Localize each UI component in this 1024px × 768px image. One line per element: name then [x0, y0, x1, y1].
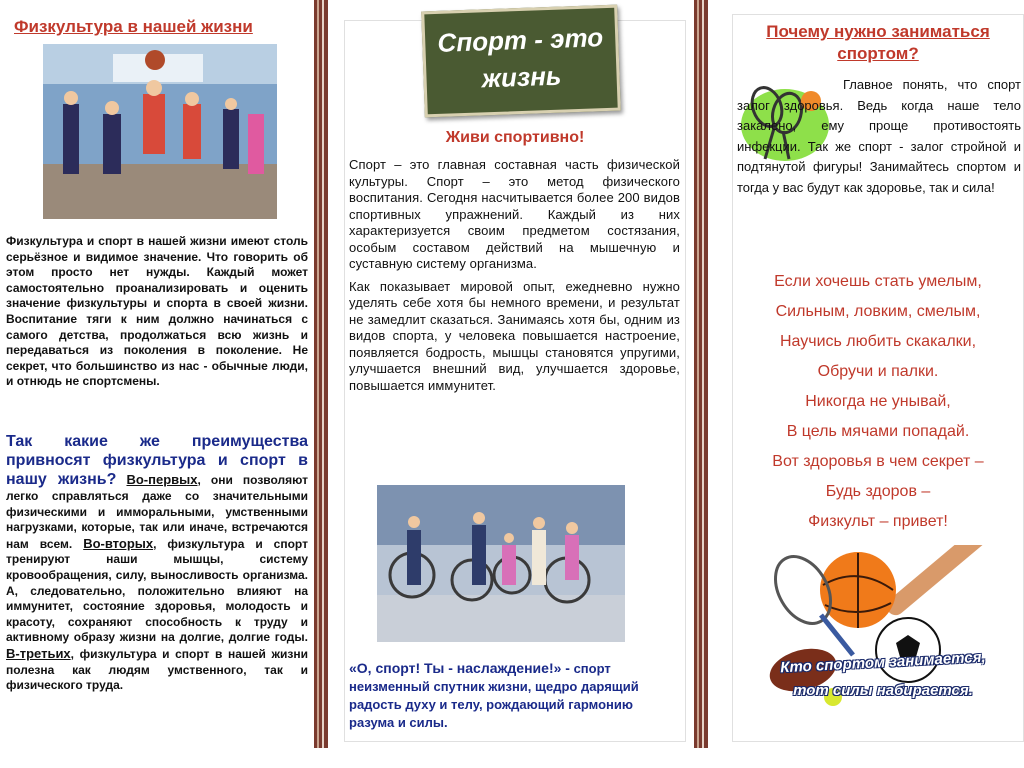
- right-paragraph: Главное понять, что спорт залог здоровья. Ведь когда наше тело закалено, ему проще противостоять инфекции. Так же спорт - залог стройной и подтянутой фигуры! Занимайтесь спортом и тогда у вас будут как здоровье, так и сила!: [737, 77, 1021, 195]
- third-label: В-третьих: [6, 645, 71, 661]
- middle-column: [344, 20, 686, 742]
- middle-quote: [349, 659, 680, 732]
- poem-line: Физкульт – привет!: [808, 513, 948, 530]
- second-text: , физкультура и спорт тренируют наши мышцы, систему кровообращения, силу, выносливость организма. А, следовательно, положительно влияют на иммунитет, состояние здоровья, молодость и красоту, сохраняют способность к труду и активному образу жизни на долгие, долгие годы.: [6, 536, 308, 645]
- left-title: Физкультура в нашей жизни: [14, 17, 253, 36]
- right-column: [732, 14, 1024, 742]
- slogan-line-2: тот силы набирается.: [793, 682, 973, 699]
- poem-line: В цель мячами попадай.: [786, 423, 970, 440]
- right-title-line-1: Почему нужно заниматься: [766, 22, 990, 41]
- slogan-line-1: Кто спортом занимается,: [779, 648, 987, 677]
- left-question: Так какие же преимущества привносят физкультура и спорт в нашу жизнь?: [6, 433, 308, 488]
- title-banner: [421, 5, 621, 118]
- left-paragraph-intro: [6, 234, 308, 390]
- poem-line: Будь здоров –: [825, 483, 931, 500]
- ribbon-divider-right: [694, 0, 708, 748]
- quote-highlight: «О, спорт! Ты - наслаждение!» -: [349, 660, 570, 676]
- children-hoops-photo: [377, 485, 625, 642]
- poem-line: Научись любить скакалки,: [779, 333, 977, 350]
- poem-line: Сильным, ловким, смелым,: [775, 303, 981, 320]
- middle-paragraph-2: Как показывает мировой опыт, ежедневно нужно уделять себе хотя бы немного времени, и результат не замедлит сказаться. Занимаясь хотя бы, одним из видов спорта, у человека повышается настроение, появляется бодрость, мышцы становятся упругими, улучшается внешний вид, улучшается здоровье, повышается иммунитет.: [349, 278, 680, 393]
- left-question-block: [6, 432, 308, 694]
- middle-paragraph-1: Спорт – это главная составная часть физической культуры. Спорт – это метод физического воспитания. Сегодня насчитывается более 200 видов спортивных упражнений. Каждый из них характеризуется своим предметом состязания, особым составом действий на мышечную и суставную систему организма.: [349, 157, 680, 271]
- poem: [733, 267, 1023, 537]
- second-label: Во-вторых: [83, 535, 154, 551]
- first-text: , они позволяют легко справляться даже со значительными физическими и имморальными, умственными нагрузками, которые, так или иначе, встречаются нам всем.: [6, 473, 308, 551]
- left-column: [0, 0, 314, 748]
- right-title: [733, 21, 1023, 65]
- gym-class-photo: [43, 44, 277, 219]
- first-label: Во-первых: [126, 472, 198, 487]
- slogan: [763, 649, 1003, 705]
- poem-line: Никогда не унывай,: [805, 393, 951, 410]
- banner-line-1: Спорт - это: [436, 22, 604, 58]
- middle-text-block: [349, 157, 680, 394]
- poem-line: Обручи и палки.: [817, 363, 939, 380]
- right-title-line-2: спортом?: [837, 44, 919, 63]
- banner-line-2: жизнь: [481, 60, 562, 94]
- middle-subtitle: Живи спортивно!: [445, 129, 585, 146]
- poem-line: Если хочешь стать умелым,: [774, 273, 982, 290]
- third-text: , физкультура и спорт в нашей жизни полезна как людям умственного, так и физического труда.: [6, 646, 308, 693]
- poem-line: Вот здоровья в чем секрет –: [772, 453, 984, 470]
- quote-rest: спорт неизменный спутник жизни, щедро дарящий радость духу и телу, рождающий гармонию разума и силы.: [349, 661, 639, 730]
- left-intro-text: Физкультура и спорт в нашей жизни имеют столь серьёзное и видимое значение. Что говорить об этом просто нет нужды. Каждый может самостоятельно проанализировать и оценить значение физкультуры и спорта в своей жизни. Воспитание тяги к ним должно начинаться с самого детства, продолжаться всю жизнь и передаваться из поколения в поколение. Не секрет, что большинство из нас - обычные люди, и отнюдь не спортсмены.: [6, 234, 308, 389]
- ribbon-divider-left: [314, 0, 328, 748]
